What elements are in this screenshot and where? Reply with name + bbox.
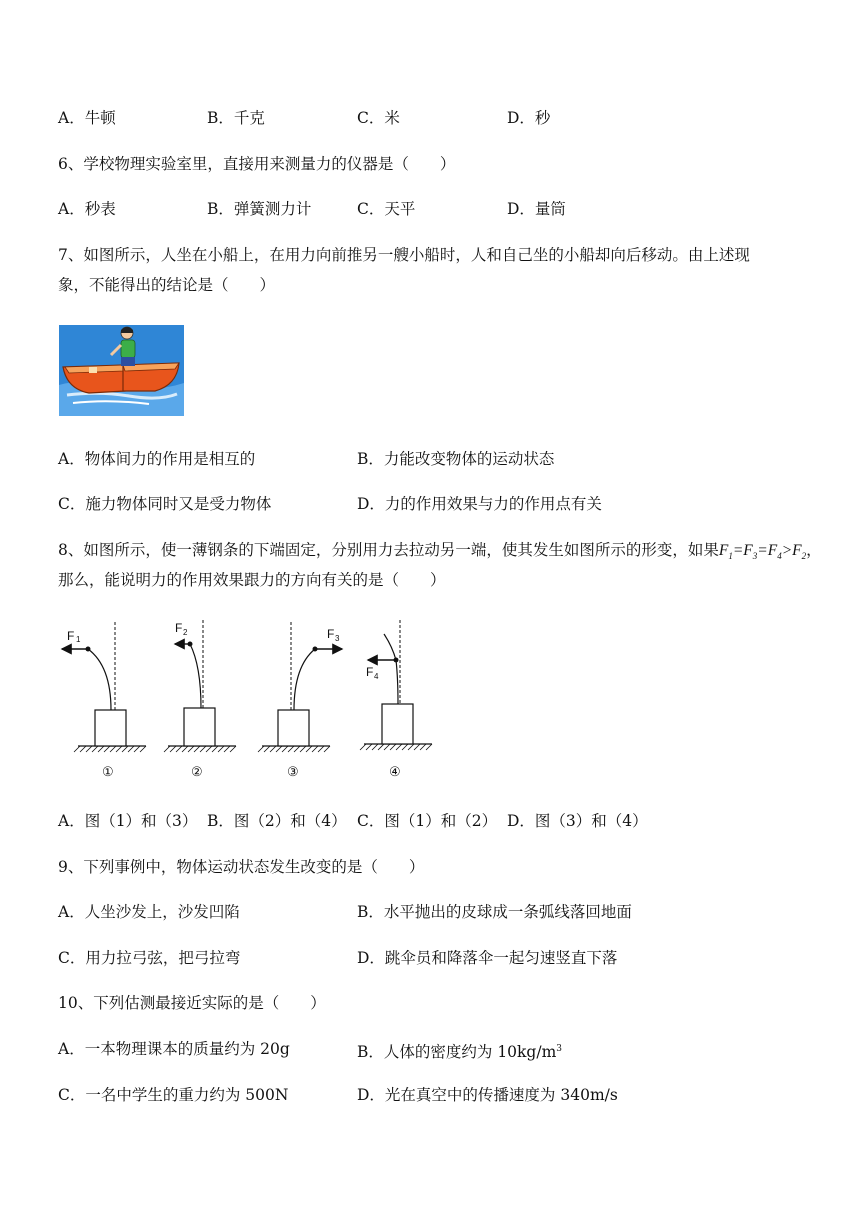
svg-text:4: 4 bbox=[374, 672, 379, 681]
q7-option-c: C．施力物体同时又是受力物体 bbox=[58, 495, 272, 513]
steel-strip-figure bbox=[58, 616, 448, 784]
q9-stem: 9、下列事例中，物体运动状态发生改变的是（ ） bbox=[58, 858, 425, 876]
q9-option-b: B．水平抛出的皮球成一条弧线落回地面 bbox=[357, 903, 632, 921]
q7-option-b: B．力能改变物体的运动状态 bbox=[357, 450, 555, 468]
boat-illustration bbox=[59, 325, 184, 416]
panel-label-3: ③ bbox=[287, 765, 299, 780]
force-label-f4: F bbox=[366, 665, 374, 679]
q7-option-a: A．物体间力的作用是相互的 bbox=[58, 450, 256, 468]
person-body bbox=[121, 340, 135, 358]
q6-option-d: D．量筒 bbox=[507, 200, 566, 218]
force-label-f3: F bbox=[327, 627, 335, 641]
q10-option-d: D．光在真空中的传播速度为 340m/s bbox=[357, 1086, 618, 1104]
figure-panel-2 bbox=[164, 620, 236, 780]
q6-option-c: C．天平 bbox=[357, 200, 416, 218]
q7-stem-line2: 象，不能得出的结论是（ ） bbox=[58, 276, 276, 294]
q10-stem: 10、下列估测最接近实际的是（ ） bbox=[58, 994, 326, 1012]
q8-option-d: D．图（3）和（4） bbox=[507, 812, 648, 830]
force-label-f1: F bbox=[67, 629, 75, 643]
q8-stem-comma: ， bbox=[806, 541, 822, 559]
figure-panel-3 bbox=[258, 622, 342, 780]
svg-text:3: 3 bbox=[335, 634, 340, 643]
q10-option-b bbox=[357, 1039, 562, 1062]
q10-option-a: A．一本物理课本的质量约为 20g bbox=[58, 1040, 290, 1058]
figure-panel-1 bbox=[62, 622, 146, 780]
q5-option-a: A．牛顿 bbox=[58, 109, 116, 127]
q7-option-d: D．力的作用效果与力的作用点有关 bbox=[357, 495, 602, 513]
q7-stem-line1: 7、如图所示，人坐在小船上，在用力向前推另一艘小船时，人和自己坐的小船却向后移动。由上述现 bbox=[58, 246, 750, 264]
q8-option-a: A．图（1）和（3） bbox=[58, 812, 198, 830]
q10-option-c: C．一名中学生的重力约为 500N bbox=[58, 1086, 289, 1104]
q6-option-b: B．弹簧测力计 bbox=[207, 200, 312, 218]
q6-stem: 6、学校物理实验室里，直接用来测量力的仪器是（ ） bbox=[58, 155, 456, 173]
q9-option-a: A．人坐沙发上，沙发凹陷 bbox=[58, 903, 240, 921]
q9-option-c: C．用力拉弓弦，把弓拉弯 bbox=[58, 949, 241, 967]
figure-panel-4 bbox=[360, 620, 432, 780]
force-label-f2: F bbox=[175, 621, 183, 635]
q8-stem-line2: 那么，能说明力的作用效果跟力的方向有关的是（ ） bbox=[58, 571, 446, 589]
q8-option-b: B．图（2）和（4） bbox=[207, 812, 347, 830]
q8-formula: $F_1=F_3=F_4>F_2$ bbox=[718, 542, 807, 562]
q5-option-b: B．千克 bbox=[207, 109, 265, 127]
panel-label-2: ② bbox=[191, 765, 203, 780]
q10-option-b-superscript: 3 bbox=[556, 1044, 563, 1054]
panel-label-1: ① bbox=[102, 765, 114, 780]
svg-text:1: 1 bbox=[76, 635, 81, 644]
q5-option-c: C．米 bbox=[357, 109, 400, 127]
svg-text:2: 2 bbox=[183, 628, 188, 637]
q10-option-b-text: B．人体的密度约为 10kg/m bbox=[357, 1043, 557, 1062]
q5-option-d: D．秒 bbox=[507, 109, 551, 127]
q9-option-d: D．跳伞员和降落伞一起匀速竖直下落 bbox=[357, 949, 618, 967]
q8-option-c: C．图（1）和（2） bbox=[357, 812, 498, 830]
q6-option-a: A．秒表 bbox=[58, 200, 116, 218]
q8-stem-prefix: 8、如图所示，使一薄钢条的下端固定，分别用力去拉动另一端，使其发生如图所示的形变，如果 bbox=[58, 541, 719, 559]
q8-stem-line1 bbox=[58, 540, 822, 566]
panel-label-4: ④ bbox=[389, 765, 401, 780]
